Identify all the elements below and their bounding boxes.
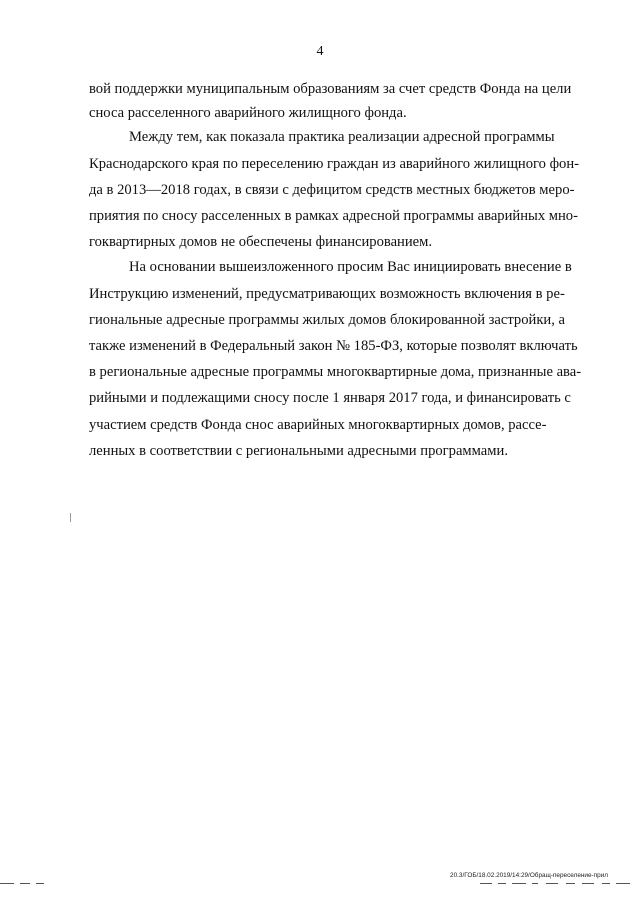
body-line: На основании вышеизложенного просим Вас инициировать внесение в xyxy=(129,259,572,275)
body-line: вой поддержки муниципальным образованиям за счет средств Фонда на цели xyxy=(89,81,572,97)
body-line: да в 2013—2018 годах, в связи с дефицитом средств местных бюджетов меро- xyxy=(89,182,575,198)
body-line: Между тем, как показала практика реализации адресной программы xyxy=(129,129,555,145)
body-line: также изменений в Федеральный закон № 185-ФЗ, которые позволят включать xyxy=(89,338,578,354)
body-line: рийными и подлежащими сносу после 1 января 2017 года, и финансировать с xyxy=(89,390,571,406)
body-line: в региональные адресные программы многоквартирные дома, признанные ава- xyxy=(89,364,582,380)
body-line: приятия по сносу расселенных в рамках адресной программы аварийных мно- xyxy=(89,208,578,224)
scan-edge-dashes xyxy=(0,883,640,885)
scan-mark xyxy=(70,513,71,522)
document-reference: 20.3/ГОБ/18.02.2019/14:29/Обращ-переселение-прил xyxy=(450,872,608,879)
body-line: Инструкцию изменений, предусматривающих возможность включения в ре- xyxy=(89,286,565,302)
body-line: сноса расселенного аварийного жилищного фонда. xyxy=(89,105,407,121)
body-line: гиональные адресные программы жилых домов блокированной застройки, а xyxy=(89,312,566,328)
body-line: гоквартирных домов не обеспечены финансированием. xyxy=(89,234,433,250)
body-line: Краснодарского края по переселению граждан из аварийного жилищного фон- xyxy=(89,156,580,172)
body-line: участием средств Фонда снос аварийных многоквартирных домов, рассе- xyxy=(89,417,547,433)
body-line: ленных в соответствии с региональными адресными программами. xyxy=(89,443,508,459)
page-number: 4 xyxy=(316,44,324,59)
